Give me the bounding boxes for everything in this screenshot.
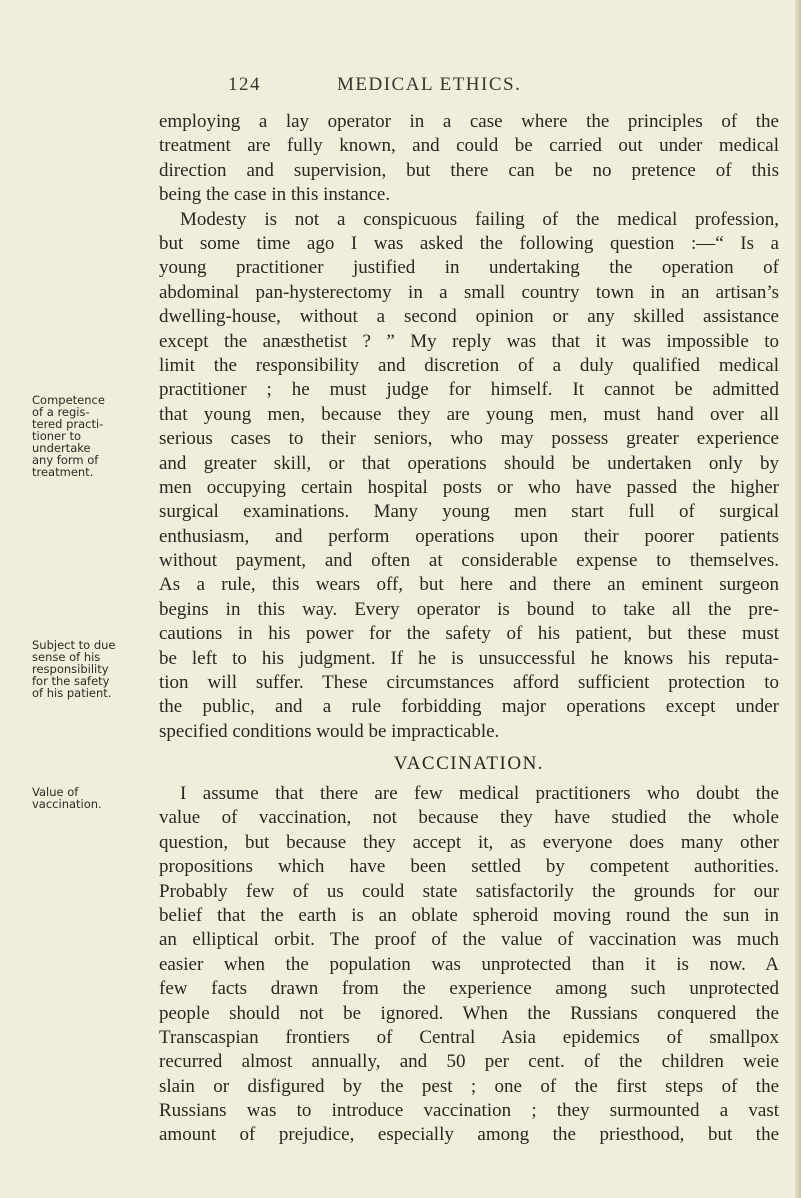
text-line: dwelling-house, without a second opinion or any skilled assistance [159, 306, 779, 328]
text-line: specified conditions would be impracticable. [159, 720, 500, 742]
margin-note-line: any form of [32, 453, 99, 467]
text-line: serious cases to their seniors, who may possess greater experience [159, 428, 779, 450]
text-line: belief that the earth is an oblate spheroid moving round the sun in [159, 904, 779, 926]
text-line: abdominal pan-hysterectomy in a small country town in an artisan’s [159, 281, 779, 303]
text-line: enthusiasm, and perform operations upon their poorer patients [159, 525, 779, 547]
text-line: direction and supervision, but there can be no pretence of this [159, 159, 779, 181]
text-line: men occupying certain hospital posts or who have passed the higher [159, 476, 779, 498]
text-line: question, but because they accept it, as everyone does many other [159, 831, 779, 853]
text-line: I assume that there are few medical practitioners who doubt the [180, 783, 779, 804]
text-line: amount of prejudice, especially among the priesthood, but the [159, 1124, 779, 1146]
margin-note-line: Value of [32, 785, 79, 799]
margin-note-vaccination [32, 786, 140, 810]
text-line: Transcaspian frontiers of Central Asia epidemics of smallpox [159, 1026, 779, 1048]
text-line: and greater skill, or that operations should be undertaken only by [159, 452, 779, 474]
margin-note-line: for the safety [32, 674, 110, 688]
text-line: the public, and a rule forbidding major operations except under [159, 696, 779, 718]
text-line: few facts drawn from the experience among such unprotected [159, 978, 779, 1000]
margin-note-line: tered practi- [32, 417, 104, 431]
text-line: value of vaccination, not because they have studied the whole [159, 807, 779, 829]
text-line: propositions which have been settled by competent authorities. [159, 856, 779, 878]
text-line: slain or disfigured by the pest ; one of the first steps of the [159, 1075, 779, 1097]
margin-note-responsibility [32, 639, 140, 699]
paragraph-competence [159, 208, 779, 745]
margin-note-line: sense of his [32, 650, 101, 664]
text-line: recurred almost annually, and 50 per cent. of the children weie [159, 1051, 779, 1073]
text-line: cautions in his power for the safety of his patient, but these must [159, 623, 779, 645]
margin-note-line: responsibility [32, 662, 109, 676]
text-line: young practitioner justified in undertaking the operation of [159, 257, 779, 279]
text-line: Probably few of us could state satisfactorily the grounds for our [159, 880, 779, 902]
margin-note-line: Competence [32, 393, 105, 407]
margin-note-line: Subject to due [32, 638, 116, 652]
text-line: people should not be ignored. When the Russians conquered the [159, 1002, 779, 1024]
margin-note-line: treatment. [32, 465, 94, 479]
text-line: Russians was to introduce vaccination ; they surmounted a vast [159, 1100, 779, 1122]
text-line: easier when the population was unprotected than it is now. A [159, 953, 779, 975]
margin-note-line: of his patient. [32, 686, 112, 700]
text-line: without payment, and often at considerable expense to themselves. [159, 550, 779, 572]
text-line: that young men, because they are young men, must hand over all [159, 403, 779, 425]
text-line: employing a lay operator in a case where the principles of the [159, 111, 779, 132]
text-line: be left to his judgment. If he is unsuccessful he knows his reputa- [159, 647, 779, 669]
text-line: an elliptical orbit. The proof of the value of vaccination was much [159, 929, 779, 951]
text-line: treatment are fully known, and could be carried out under medical [159, 135, 779, 157]
page-edge-shadow [795, 0, 801, 1198]
text-line: being the case in this instance. [159, 184, 391, 206]
text-line: except the anæsthetist ? ” My reply was that it was impossible to [159, 330, 779, 352]
page-number: 124 [228, 74, 261, 95]
margin-note-line: tioner to [32, 429, 82, 443]
margin-note-line: vaccination. [32, 797, 102, 811]
text-line: surgical examinations. Many young men start full of surgical [159, 501, 779, 523]
text-line: practitioner ; he must judge for himself. It cannot be admitted [159, 379, 779, 401]
margin-note-competence [32, 394, 140, 478]
text-line: begins in this way. Every operator is bound to take all the pre- [159, 598, 779, 620]
text-line: As a rule, this wears off, but here and there an eminent surgeon [159, 574, 779, 596]
running-title: MEDICAL ETHICS. [337, 74, 522, 95]
paragraph-vaccination [159, 782, 779, 1148]
text-line: tion will suffer. These circumstances afford sufficient protection to [159, 672, 779, 694]
paragraph-continuation [159, 110, 779, 208]
text-line: but some time ago I was asked the following question :—“ Is a [159, 232, 779, 254]
text-line: limit the responsibility and discretion of a duly qualified medical [159, 354, 779, 376]
margin-note-line: undertake [32, 441, 91, 455]
margin-note-line: of a regis- [32, 405, 90, 419]
text-line: Modesty is not a conspicuous failing of the medical profession, [180, 208, 779, 230]
section-heading: VACCINATION. [393, 753, 545, 774]
